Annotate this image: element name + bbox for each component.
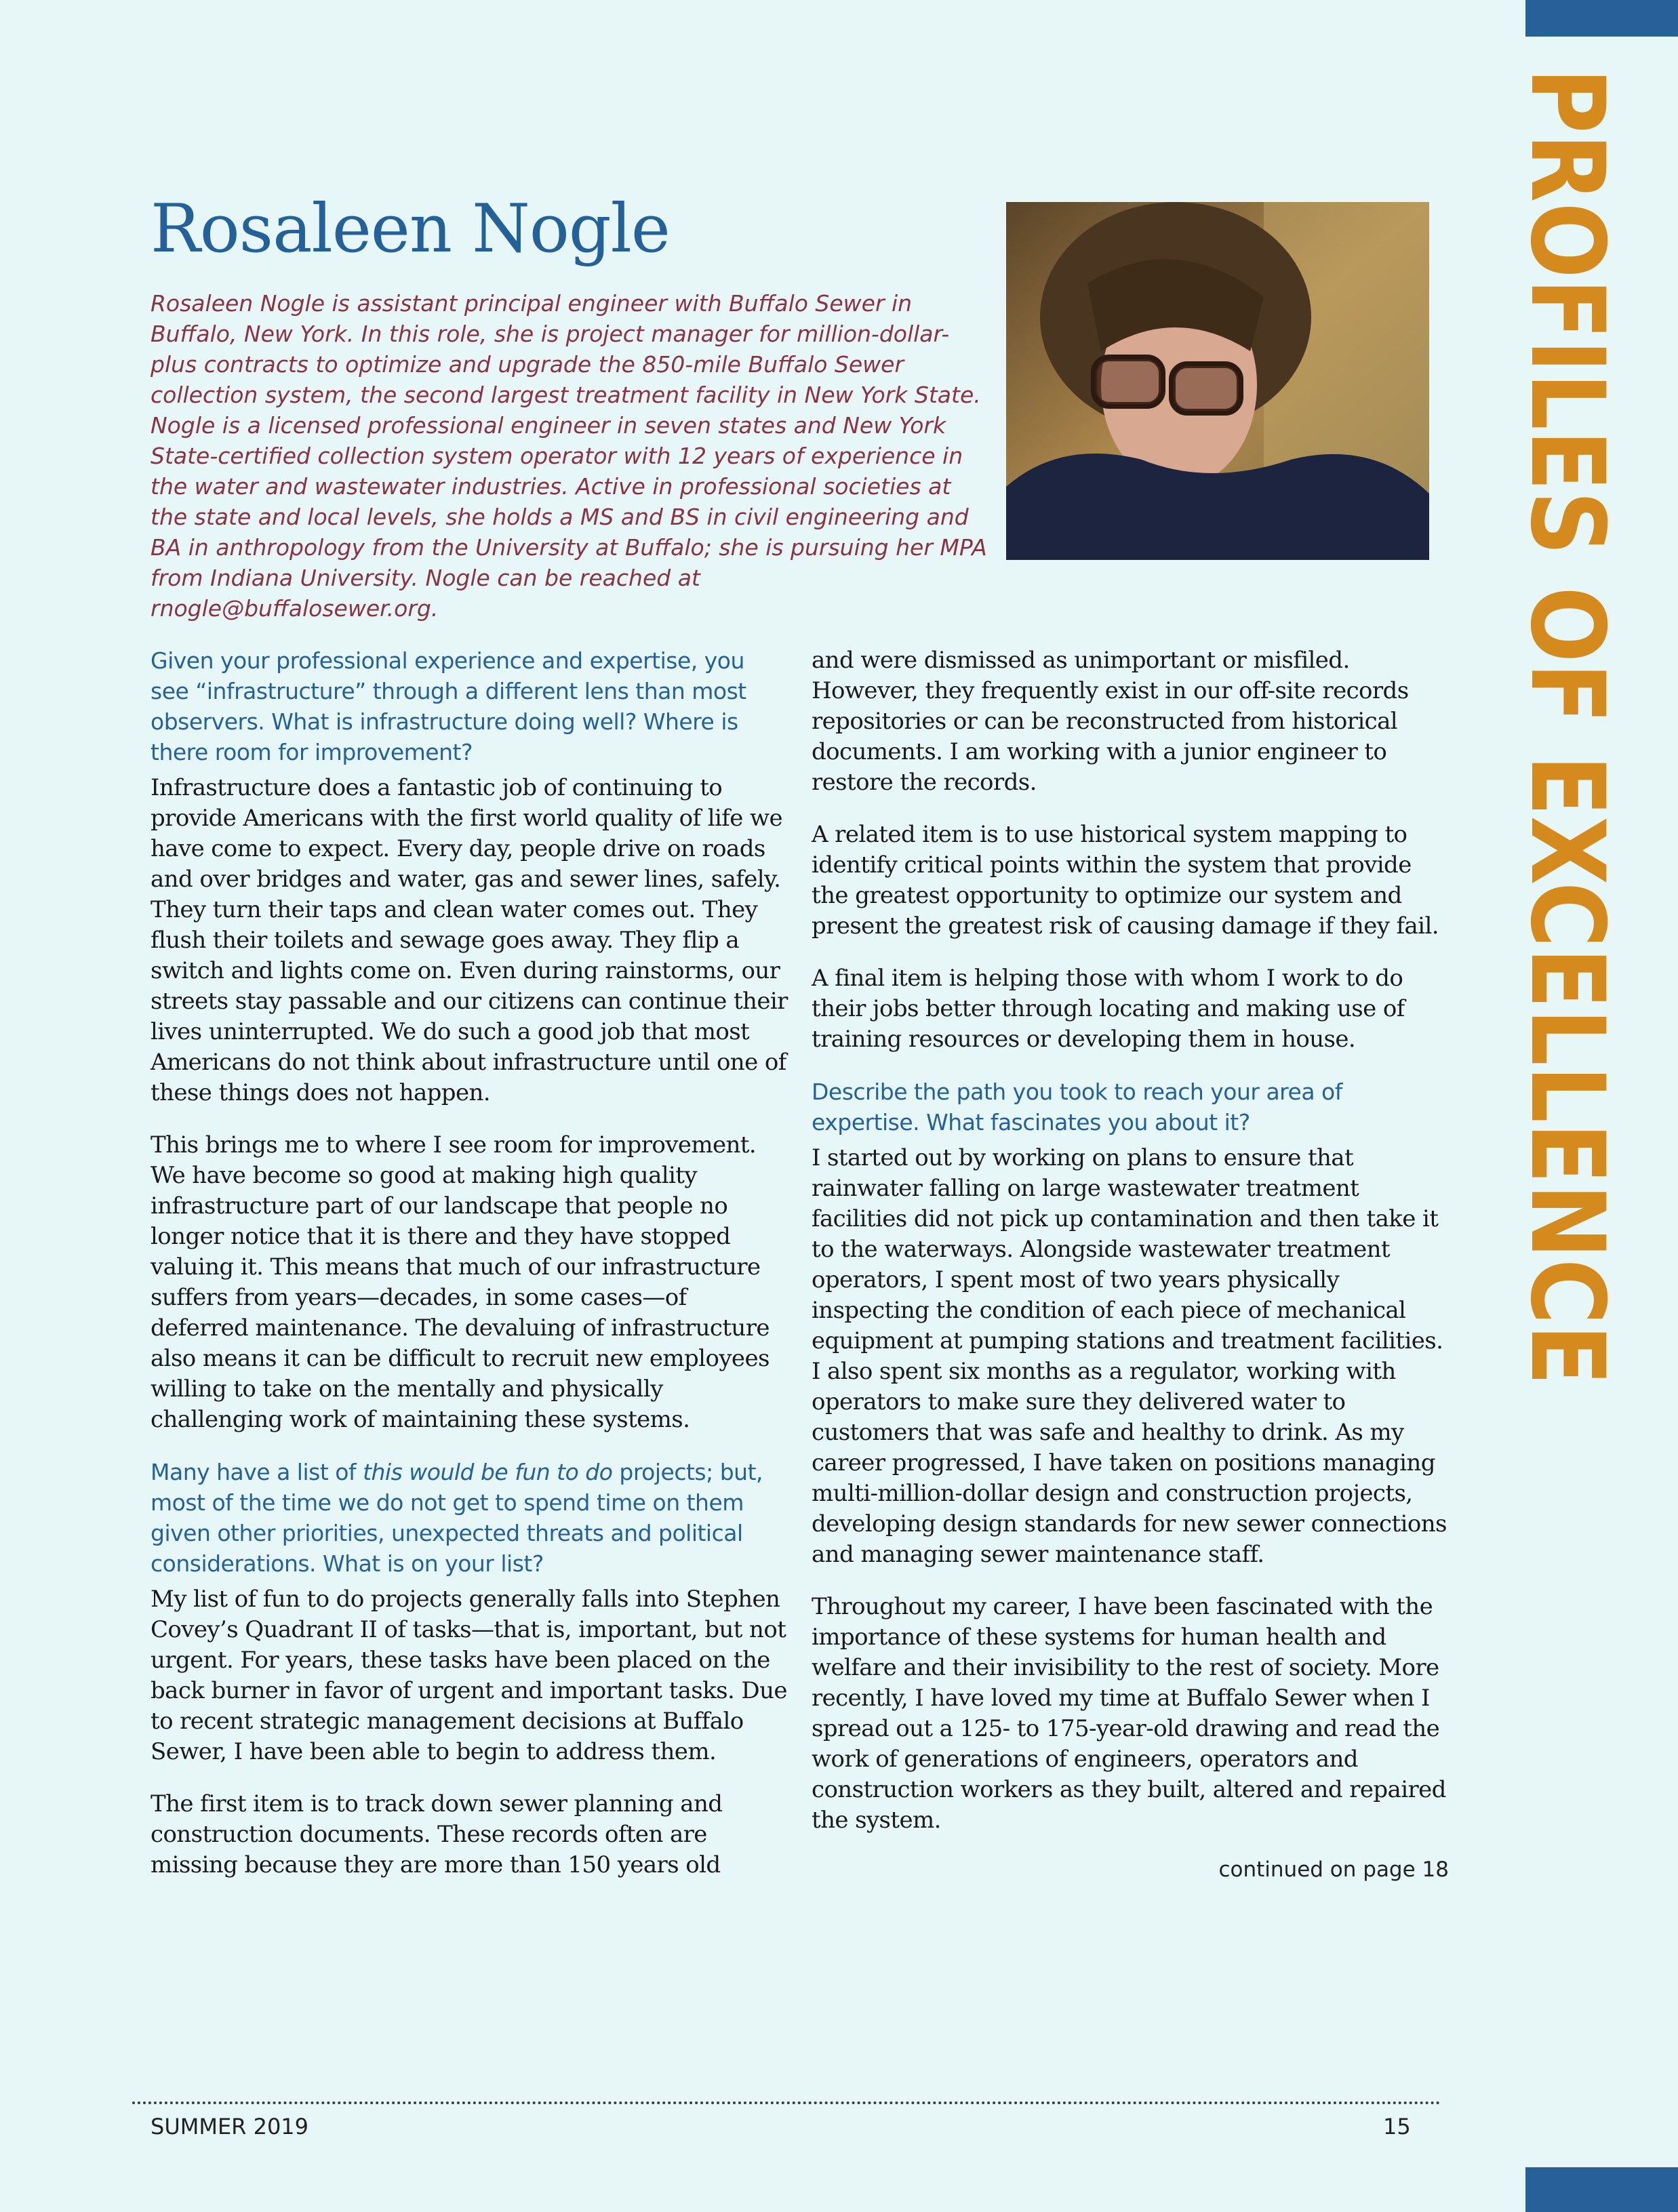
- section-title: PROFILES OF EXCELLENCE: [1508, 68, 1626, 1386]
- side-accent-bar-top: [1525, 0, 1678, 37]
- question-2-end: projects; but, most of the time we do not get to spend time on them given other priorities, unexpected threats and political considerations. What is on your list?: [151, 1459, 763, 1577]
- page-number: 15: [1383, 2114, 1411, 2139]
- side-accent-bar-bottom: [1525, 2167, 1678, 2212]
- issue-label: SUMMER 2019: [151, 2114, 309, 2139]
- answer-paragraph: and were dismissed as unimportant or misfiled. However, they frequently exist in our off-site records repositories or can be reconstructed from historical documents. I am working with a junior engineer to restore the records.: [812, 647, 1409, 796]
- continued-note: continued on page 18: [1218, 1857, 1449, 1882]
- profile-photo-image: [1006, 202, 1429, 560]
- profile-name: Rosaleen Nogle: [151, 190, 670, 268]
- answer-paragraph: This brings me to where I see room for improvement. We have become so good at making high quality infrastructure part of our landscape that people no longer notice that it is there and they have stopped valuing it. This means that much of our infrastructure suffers from years—decades, in some cases—of deferred maintenance. The devaluing of infrastructure also means it can be difficult to recruit new employees willing to take on the mentally and physically challenging work of maintaining these systems.: [151, 1131, 770, 1433]
- question-1: Given your professional experience and expertise, you see “infrastructure” through a different lens than most observers. What is infrastructure doing well? Where is there room for improvement?: [151, 647, 746, 765]
- answer-paragraph: The first item is to track down sewer planning and construction documents. These records often are missing because they are more than 150 years old: [151, 1790, 723, 1878]
- answer-paragraph: I started out by working on plans to ensure that rainwater falling on large wastewater treatment facilities did not pick up contamination and then take it to the waterways. Alongside wastewater treatment operators, I spent most of two years physically inspecting the condition of each piece of mechanical equipment at pumping stations and treatment facilities. I also spent six months as a regulator, working with operators to make sure they delivered water to customers that was safe and healthy to drink. As my career progressed, I have taken on positions managing multi-million-dollar design and construction projects, developing design standards for new sewer connections and managing sewer maintenance staff.: [812, 1144, 1447, 1568]
- answer-paragraph: Infrastructure does a fantastic job of continuing to provide Americans with the first world quality of life we have come to expect. Every day, people drive on roads and over bridges and water, gas and sewer lines, safely. They turn their taps and clean water comes out. They flush their toilets and sewage goes away. They flip a switch and lights come on. Even during rainstorms, our streets stay passable and our citizens can continue their lives uninterrupted. We do such a good job that most Americans do not think about infrastructure until one of these things does not happen.: [151, 774, 788, 1106]
- question-3: Describe the path you took to reach your area of expertise. What fascinates you about it?: [812, 1079, 1342, 1135]
- question-2-start: Many have a list of: [151, 1459, 363, 1485]
- right-column: [812, 645, 1449, 1882]
- footer-divider: [132, 2102, 1441, 2104]
- answer-paragraph: A final item is helping those with whom I work to do their jobs better through locating and making use of training resources or developing them in house.: [812, 965, 1405, 1053]
- profile-bio: Rosaleen Nogle is assistant principal engineer with Buffalo Sewer in Buffalo, New York. In this role, she is project manager for million-dollar-plus contracts to optimize and upgrade the 850-mile Buffalo Sewer collection system, the second largest treatment facility in New York State. Nogle is a licensed professional engineer in seven states and New York State-certified collection system operator with 12 years of experience in the water and wastewater industries. Active in professional societies at the state and local levels, she holds a MS and BS in civil engineering and BA in anthropology from the University at Buffalo; she is pursuing her MPA from Indiana University. Nogle can be reached at rnogle@buffalosewer.org.: [151, 290, 987, 622]
- answer-paragraph: My list of fun to do projects generally falls into Stephen Covey’s Quadrant II of tasks—that is, important, but not urgent. For years, these tasks have been placed on the back burner in favor of urgent and important tasks. Due to recent strategic management decisions at Buffalo Sewer, I have been able to begin to address them.: [151, 1586, 787, 1765]
- question-2-italic: this would be fun to do: [363, 1459, 613, 1485]
- question-2: [151, 1457, 788, 1579]
- left-column: [151, 645, 788, 1902]
- answer-paragraph: Throughout my career, I have been fascinated with the importance of these systems for human health and welfare and their invisibility to the rest of society. More recently, I have loved my time at Buffalo Sewer when I spread out a 125- to 175-year-old drawing and read the work of generations of engineers, operators and construction workers as they built, altered and repaired the system.: [812, 1593, 1446, 1834]
- profile-photo: [1006, 202, 1429, 560]
- answer-paragraph: A related item is to use historical system mapping to identify critical points within the system that provide the greatest opportunity to optimize our system and present the greatest risk of causing damage if they fail.: [812, 821, 1439, 940]
